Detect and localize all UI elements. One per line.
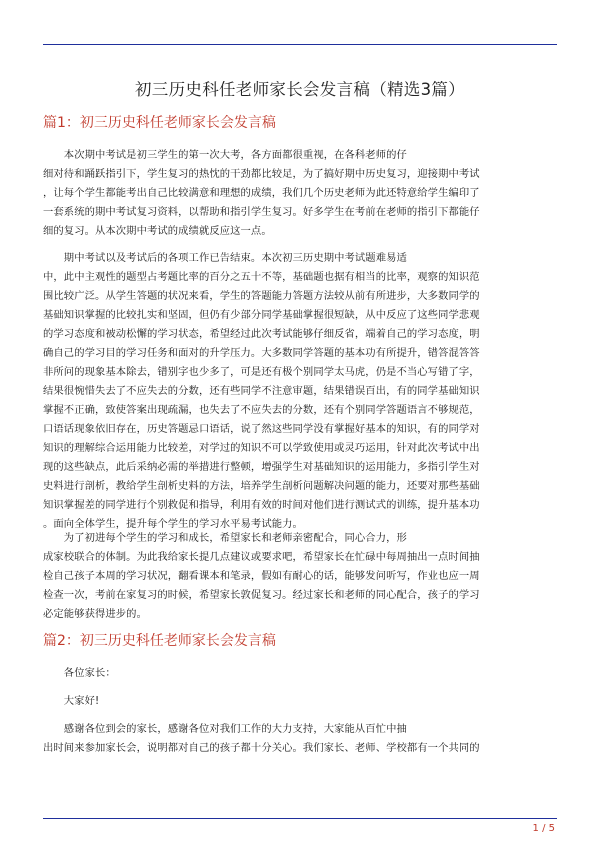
- text-line: 非所问的现象基本除去，错别字也少多了，可是还有极个别同学太马虎，仍是不当心写错了字，: [43, 366, 480, 378]
- text-line: 成家校联合的体制。为此我给家长提几点建议或要求吧，希望家长在忙碌中每周抽出一点时间抽: [43, 551, 480, 563]
- text-line: 细的复习。从本次期中考试的成绩就反应这一点。: [43, 225, 272, 237]
- text-line: 结果很惋惜失去了不应失去的分数，还有些同学不注意审题，结果错误百出，有的同学基础知识: [43, 385, 480, 397]
- section-heading-1: 篇1：初三历史科任老师家长会发言稿: [43, 115, 276, 131]
- text-line: 现的这些缺点，此后采纳必需的举措进行整顿，增强学生对基础知识的运用能力，多指引学生对: [43, 461, 480, 473]
- text-line: 的学习态度和被动松懈的学习状态，希望经过此次考试能够仔细反省，端着自己的学习态度，明: [43, 328, 480, 340]
- text-line: 期中考试以及考试后的各项工作已告结束。本次初三历史期中考试题难易适: [43, 252, 407, 264]
- text-line: 大家好!: [43, 695, 100, 707]
- text-line: 。面向全体学生，提升每个学生的学习水平易考试能力。: [43, 518, 303, 530]
- text-line: 感谢各位到会的家长，感谢各位对我们工作的大力支持，大家能从百忙中抽: [43, 723, 407, 735]
- text-line: 基础知识掌握的比较扎实和坚固，但仍有少部分同学基础掌握很短缺，从中反应了这些同学悲观: [43, 309, 480, 321]
- paragraph-3: [43, 529, 557, 624]
- paragraph-4: [43, 720, 557, 758]
- text-line: 一套系统的期中考试复习资料，以帮助和指引学生复习。好多学生在考前在老师的指引下都能仔: [43, 206, 480, 218]
- text-line: 细对待和踊跃指引下，学生复习的热忱的干劲都比较足，为了搞好期中历史复习，迎接期中考试: [43, 168, 480, 180]
- text-line: 口语话现象依旧存在，历史答题忌口语话，说了然这些同学没有掌握好基本的知识，有的同学对: [43, 423, 480, 435]
- text-line: 知识的理解综合运用能力比较差，对学过的知识不可以学致使用或灵巧运用，针对此次考试中出: [43, 442, 480, 454]
- text-line: 出时间来参加家长会，说明都对自己的孩子都十分关心。我们家长、老师、学校都有一个共同的: [43, 742, 480, 754]
- text-line: 确自己的学习目的学习任务和面对的升学压力。大多数同学答题的基本功有所提升，错答混答答: [43, 347, 480, 359]
- paragraph-2: [43, 249, 557, 534]
- section-heading-2: 篇2：初三历史科任老师家长会发言稿: [43, 633, 276, 649]
- greeting: [43, 692, 557, 711]
- text-line: 史料进行剖析，教给学生剖析史料的方法，培养学生剖析问题解决问题的能力，还要对那些基础: [43, 480, 480, 492]
- text-line: 本次期中考试是初三学生的第一次大考，各方面都很重视，在各科老师的仔: [43, 149, 407, 161]
- footer-rule: [43, 818, 557, 819]
- text-line: ，让每个学生都能考出自己比较满意和理想的成绩，我们几个历史老师为此还特意给学生编印了: [43, 187, 480, 199]
- text-line: 必定能够获得进步的。: [43, 608, 147, 620]
- document-title: 初三历史科任老师家长会发言稿（精选3篇）: [135, 80, 465, 99]
- header-rule: [43, 44, 557, 45]
- text-line: 围比较广泛。从学生答题的状况来看，学生的答题能力答题方法较从前有所进步，大多数同学的: [43, 290, 480, 302]
- text-line: 知识掌握差的同学进行个别救促和指导，利用有效的时间对他们进行测试式的训练，提升基本功: [43, 499, 480, 511]
- text-line: 各位家长：: [43, 667, 116, 679]
- text-line: 检自己孩子本周的学习状况，翻看课本和笔录，假如有耐心的话，能够发问听写，作业也应一周: [43, 570, 480, 582]
- text-line: 检查一次，考前在家复习的时候，希望家长敦促复习。经过家长和老师的同心配合，孩子的学习: [43, 589, 480, 601]
- text-line: 为了初进每个学生的学习和成长，希望家长和老师亲密配合，同心合力，形: [43, 532, 407, 544]
- paragraph-1: [43, 146, 557, 241]
- text-line: 中，此中主观性的题型占考题比率的百分之五十不等，基础题也据有相当的比率，观察的知识范: [43, 271, 480, 283]
- text-line: 掌握不正确，致使答案出现疏漏，也失去了不应失去的分数，还有个别同学答题语言不够规范，: [43, 404, 480, 416]
- page-number: 1 / 5: [532, 823, 555, 834]
- salutation: [43, 664, 557, 683]
